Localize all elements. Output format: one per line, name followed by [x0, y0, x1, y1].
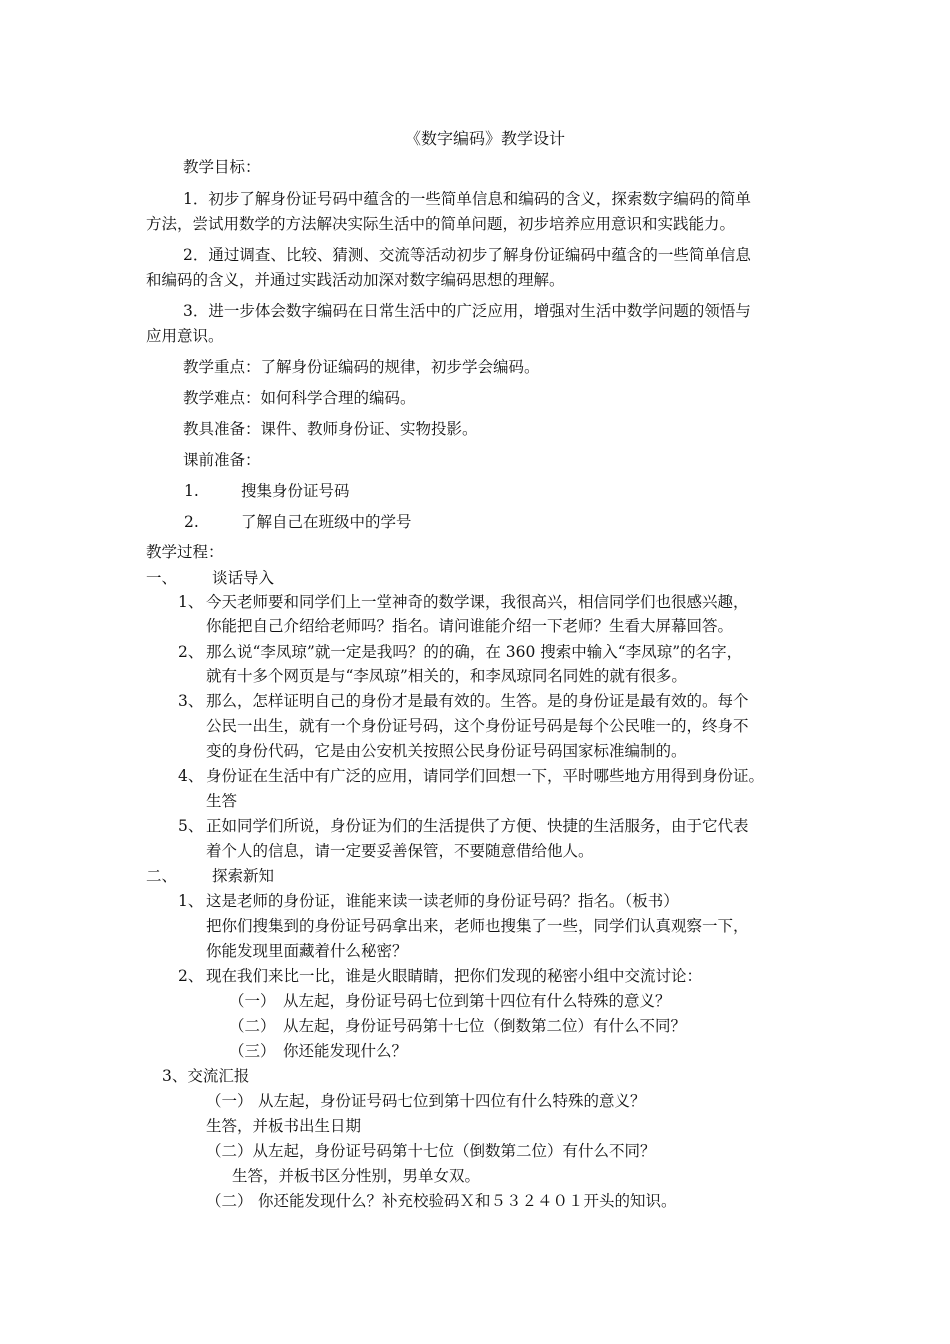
question-2-number: （二）: [229, 1017, 276, 1035]
prep-item-1-number: 1.: [184, 482, 199, 500]
materials: 教具准备：课件、教师身份证、实物投影。: [183, 420, 478, 438]
section-1-title: 谈话导入: [212, 569, 275, 587]
s1-item-4-line-1: 身份证在生活中有广泛的应用，请同学们回想一下，平时哪些地方用得到身份证。: [206, 767, 765, 785]
goal-1-line-1: 1．初步了解身份证号码中蕴含的一些简单信息和编码的含义，探索数字编码的简单: [183, 190, 751, 208]
goal-2-line-2: 和编码的含义，并通过实践活动加深对数字编码思想的理解。: [146, 271, 565, 289]
page-title: 《数字编码》教学设计: [405, 129, 566, 148]
question-3-text: 你还能发现什么？: [283, 1042, 408, 1060]
s1-item-2-line-1: 那么说“李凤琼”就一定是我吗？的的确，在 360 搜索中输入“李凤琼”的名字，: [206, 643, 743, 661]
question-2-text: 从左起，身份证号码第十七位（倒数第二位）有什么不同？: [283, 1017, 687, 1035]
s1-item-2-number: 2、: [178, 643, 204, 661]
prep-item-1-text: 搜集身份证号码: [241, 482, 350, 500]
question-1-number: （一）: [229, 992, 276, 1010]
goal-2-line-1: 2．通过调查、比较、猜测、交流等活动初步了解身份证编码中蕴含的一些简单信息: [183, 246, 751, 264]
goal-3-line-2: 应用意识。: [146, 327, 224, 345]
section-1-number: 一、: [146, 569, 178, 587]
s2-item-1-line-2: 把你们搜集到的身份证号码拿出来，老师也搜集了一些，同学们认真观察一下，: [206, 917, 749, 935]
s1-item-4-number: 4、: [178, 767, 204, 785]
difficulty: 教学难点：如何科学合理的编码。: [183, 389, 416, 407]
s1-item-4-line-2: 生答: [206, 792, 238, 810]
s1-item-1-number: 1、: [178, 593, 204, 611]
report-3-number: （二）: [206, 1192, 253, 1210]
report-1-text: 从左起，身份证号码七位到第十四位有什么特殊的意义？: [258, 1092, 646, 1110]
s2-item-1-line-1: 这是老师的身份证，谁能来读一读老师的身份证号码？指名。（板书）: [206, 892, 679, 910]
report-1-answer: 生答，并板书出生日期: [206, 1117, 362, 1135]
section-2-title: 探索新知: [212, 867, 275, 885]
s1-item-1-line-1: 今天老师要和同学们上一堂神奇的数学课，我很高兴，相信同学们也很感兴趣，: [206, 593, 749, 611]
s1-item-5-line-2: 着个人的信息，请一定要妥善保管，不要随意借给他人。: [206, 842, 594, 860]
s1-item-2-line-2: 就有十多个网页是与“李凤琼”相关的，和李凤琼同名同姓的就有很多。: [206, 667, 687, 685]
prep-heading: 课前准备：: [183, 451, 261, 469]
report-2-text: （二）从左起，身份证号码第十七位（倒数第二位）有什么不同？: [206, 1142, 656, 1160]
s2-item-1-line-3: 你能发现里面藏着什么秘密？: [206, 942, 408, 960]
question-1-text: 从左起，身份证号码七位到第十四位有什么特殊的意义？: [283, 992, 671, 1010]
s1-item-3-line-2: 公民一出生，就有一个身份证号码，这个身份证号码是每个公民唯一的，终身不: [206, 717, 749, 735]
question-3-number: （三）: [229, 1042, 276, 1060]
s1-item-5-line-1: 正如同学们所说，身份证为们的生活提供了方便、快捷的生活服务，由于它代表: [206, 817, 749, 835]
s2-item-2-line-1: 现在我们来比一比，谁是火眼睛睛，把你们发现的秘密小组中交流讨论：: [206, 967, 703, 985]
report-2-answer: 生答，并板书区分性别，男单女双。: [232, 1167, 481, 1185]
s2-item-1-number: 1、: [178, 892, 204, 910]
s1-item-3-line-3: 变的身份代码，它是由公安机关按照公民身份证号码国家标准编制的。: [206, 742, 687, 760]
report-3-text: 你还能发现什么？补充校验码Ｘ和５３２４０１开头的知识。: [258, 1192, 677, 1210]
process-heading: 教学过程：: [146, 543, 224, 561]
goal-3-line-1: 3．进一步体会数字编码在日常生活中的广泛应用，增强对生活中数学问题的领悟与: [183, 302, 751, 320]
prep-item-2-number: 2.: [184, 513, 199, 531]
goals-heading: 教学目标：: [183, 158, 261, 176]
prep-item-2-text: 了解自己在班级中的学号: [241, 513, 412, 531]
s1-item-5-number: 5、: [178, 817, 204, 835]
section-2-number: 二、: [146, 867, 178, 885]
s1-item-3-number: 3、: [178, 692, 204, 710]
goal-1-line-2: 方法，尝试用数学的方法解决实际生活中的简单问题，初步培养应用意识和实践能力。: [146, 215, 736, 233]
section-3-heading: 3、交流汇报: [162, 1067, 250, 1085]
report-1-number: （一）: [206, 1092, 253, 1110]
s2-item-2-number: 2、: [178, 967, 204, 985]
s1-item-3-line-1: 那么，怎样证明自己的身份才是最有效的。生答。是的身份证是最有效的。每个: [206, 692, 749, 710]
s1-item-1-line-2: 你能把自己介绍给老师吗？指名。请问谁能介绍一下老师？生看大屏幕回答。: [206, 617, 734, 635]
key-point: 教学重点：了解身份证编码的规律，初步学会编码。: [183, 358, 540, 376]
